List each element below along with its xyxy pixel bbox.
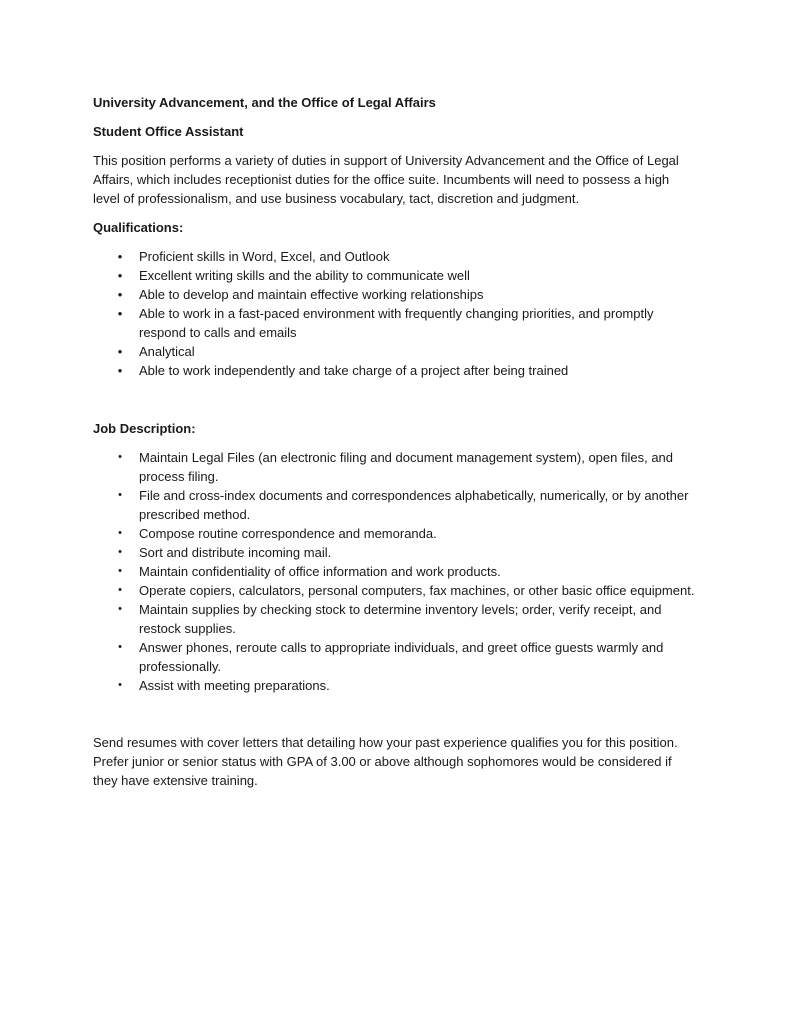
job-duty-text: File and cross-index documents and correspondences alphabetically, numerically, or by another prescribed method. [139, 488, 689, 522]
qualification-text: Proficient skills in Word, Excel, and Outlook [139, 249, 390, 264]
position-title: Student Office Assistant [93, 124, 244, 139]
job-duty-item [93, 543, 698, 562]
job-duty-item [93, 524, 698, 543]
bullet-icon: • [117, 249, 123, 264]
qualification-text: Analytical [139, 344, 195, 359]
job-duty-item [93, 486, 698, 524]
qualification-item [93, 361, 698, 380]
job-duty-text: Assist with meeting preparations. [139, 678, 330, 693]
bullet-icon: • [117, 363, 123, 378]
job-duty-text: Sort and distribute incoming mail. [139, 545, 332, 560]
intro-paragraph: This position performs a variety of duties in support of University Advancement and the Office of Legal Affairs, which includes receptionist duties for the office suite. Incumbents will need to possess a high level of professionalism, and use business vocabulary, tact, discretion and judgment. [93, 153, 679, 206]
job-duty-item [93, 562, 698, 581]
job-duty-item [93, 448, 698, 486]
qualification-text: Excellent writing skills and the ability to communicate well [139, 268, 470, 283]
job-duty-item [93, 600, 698, 638]
bullet-icon: • [118, 584, 122, 596]
qualification-item [93, 247, 698, 266]
closing-paragraph: Send resumes with cover letters that detailing how your past experience qualifies you for this position. Prefer junior or senior status with GPA of 3.00 or above although sophomores would be considered if they have extensive training. [93, 735, 678, 788]
job-duty-text: Compose routine correspondence and memoranda. [139, 526, 437, 541]
bullet-icon: • [117, 287, 123, 302]
qualifications-heading: Qualifications: [93, 220, 184, 235]
bullet-icon: • [117, 306, 123, 321]
job-duty-text: Maintain confidentiality of office information and work products. [139, 564, 501, 579]
job-duty-text: Maintain Legal Files (an electronic filing and document management system), open files, and process filing. [139, 450, 674, 484]
job-description-heading: Job Description: [93, 421, 196, 436]
qualification-text: Able to work in a fast-paced environment with frequently changing priorities, and promptly respond to calls and emails [139, 306, 654, 340]
bullet-icon: • [118, 565, 122, 577]
bullet-icon: • [117, 344, 123, 359]
qualification-item [93, 285, 698, 304]
qualification-text: Able to work independently and take charge of a project after being trained [139, 363, 569, 378]
qualification-text: Able to develop and maintain effective working relationships [139, 287, 484, 302]
qualification-item [93, 342, 698, 361]
job-duty-item [93, 638, 698, 676]
bullet-icon: • [118, 641, 122, 653]
bullet-icon: • [118, 527, 122, 539]
job-duty-text: Operate copiers, calculators, personal computers, fax machines, or other basic office equipment. [139, 583, 695, 598]
qualification-item [93, 266, 698, 285]
bullet-icon: • [118, 546, 122, 558]
job-duty-item [93, 581, 698, 600]
qualifications-list [93, 247, 698, 380]
document-page [93, 93, 698, 790]
department-title: University Advancement, and the Office of Legal Affairs [93, 95, 436, 110]
bullet-icon: • [118, 603, 122, 615]
bullet-icon: • [117, 268, 123, 283]
job-duty-text: Maintain supplies by checking stock to determine inventory levels; order, verify receipt, and restock supplies. [139, 602, 662, 636]
bullet-icon: • [118, 451, 122, 463]
bullet-icon: • [118, 679, 122, 691]
job-duty-text: Answer phones, reroute calls to appropriate individuals, and greet office guests warmly and professionally. [139, 640, 664, 674]
bullet-icon: • [118, 489, 122, 501]
job-duty-item [93, 676, 698, 695]
job-description-list [93, 448, 698, 695]
qualification-item [93, 304, 698, 342]
